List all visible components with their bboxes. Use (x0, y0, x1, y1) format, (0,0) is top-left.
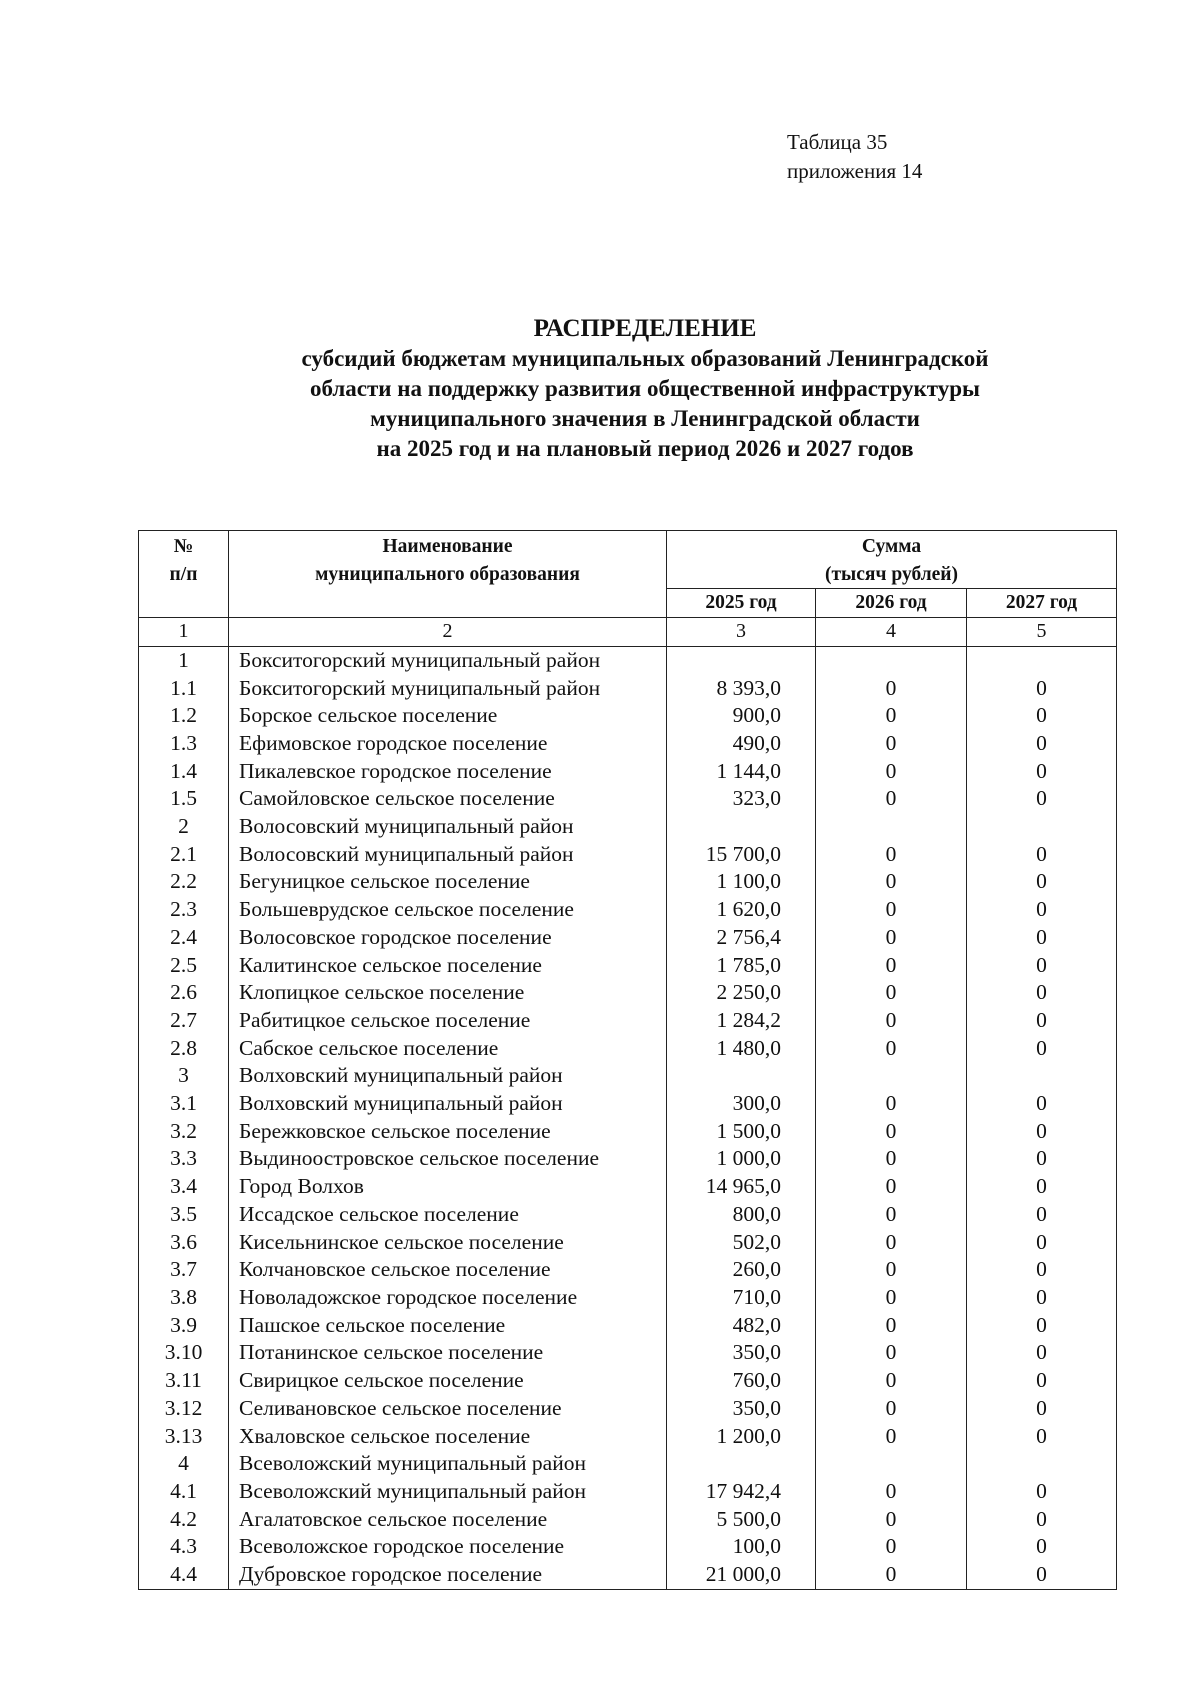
table-row (139, 896, 1117, 924)
row-value-2026: 0 (816, 896, 967, 924)
row-value-2025: 1 144,0 (667, 758, 816, 786)
row-name: Дубровское городское поселение (229, 1561, 667, 1589)
caption-table-number: Таблица 35 (787, 130, 888, 154)
column-number: 3 (667, 618, 816, 647)
row-name: Всеволожский муниципальный район (229, 1478, 667, 1506)
row-name: Бегуницкое сельское поселение (229, 868, 667, 896)
row-value-2027: 0 (967, 1506, 1117, 1534)
table-row (139, 1229, 1117, 1257)
row-value-2026: 0 (816, 1035, 967, 1063)
row-value-2025: 15 700,0 (667, 841, 816, 869)
row-number: 3.2 (139, 1118, 229, 1146)
row-value-2027: 0 (967, 1007, 1117, 1035)
header-number: № п/п (139, 531, 229, 618)
row-value-2026: 0 (816, 841, 967, 869)
row-value-2025: 350,0 (667, 1339, 816, 1367)
row-value-2027 (967, 1450, 1117, 1478)
row-name: Колчановское сельское поселение (229, 1256, 667, 1284)
row-number: 3.1 (139, 1090, 229, 1118)
header-year-2025: 2025 год (667, 589, 816, 618)
subsidy-table (138, 530, 1117, 1590)
row-name: Калитинское сельское поселение (229, 952, 667, 980)
row-value-2025: 760,0 (667, 1367, 816, 1395)
row-name: Новоладожское городское поселение (229, 1284, 667, 1312)
title-line-3: муниципального значения в Ленинградской области (370, 406, 920, 431)
title-line-2: области на поддержку развития общественной инфраструктуры (309, 376, 981, 401)
row-value-2027: 0 (967, 896, 1117, 924)
row-name: Волосовский муниципальный район (229, 841, 667, 869)
row-name: Селивановское сельское поселение (229, 1395, 667, 1423)
row-value-2027: 0 (967, 979, 1117, 1007)
row-name: Волховский муниципальный район (229, 1090, 667, 1118)
table-row (139, 758, 1117, 786)
row-value-2025: 800,0 (667, 1201, 816, 1229)
table-row (139, 646, 1117, 674)
row-value-2027: 0 (967, 868, 1117, 896)
table-row (139, 924, 1117, 952)
row-number: 1.4 (139, 758, 229, 786)
row-value-2025: 1 000,0 (667, 1145, 816, 1173)
row-value-2025: 260,0 (667, 1256, 816, 1284)
row-value-2027: 0 (967, 758, 1117, 786)
row-number: 4.2 (139, 1506, 229, 1534)
table-row (139, 1201, 1117, 1229)
row-value-2027: 0 (967, 1256, 1117, 1284)
row-value-2025: 1 785,0 (667, 952, 816, 980)
row-value-2026: 0 (816, 1395, 967, 1423)
row-value-2026: 0 (816, 952, 967, 980)
table-row (139, 1561, 1117, 1589)
row-number: 3.5 (139, 1201, 229, 1229)
table-row (139, 1367, 1117, 1395)
row-value-2025: 900,0 (667, 702, 816, 730)
row-number: 2.8 (139, 1035, 229, 1063)
row-value-2026: 0 (816, 730, 967, 758)
row-value-2025: 2 756,4 (667, 924, 816, 952)
row-value-2025: 2 250,0 (667, 979, 816, 1007)
row-value-2027: 0 (967, 952, 1117, 980)
row-value-2027: 0 (967, 1229, 1117, 1257)
row-value-2027 (967, 1062, 1117, 1090)
row-value-2026: 0 (816, 1229, 967, 1257)
row-value-2026: 0 (816, 675, 967, 703)
row-name: Ефимовское городское поселение (229, 730, 667, 758)
row-value-2026: 0 (816, 868, 967, 896)
row-value-2025 (667, 1450, 816, 1478)
row-value-2026: 0 (816, 1118, 967, 1146)
title-heading: РАСПРЕДЕЛЕНИЕ (533, 315, 757, 342)
row-value-2026: 0 (816, 1312, 967, 1340)
row-value-2026: 0 (816, 1256, 967, 1284)
table-row (139, 1533, 1117, 1561)
table-row (139, 1256, 1117, 1284)
row-number: 2.2 (139, 868, 229, 896)
table-row (139, 1339, 1117, 1367)
row-value-2026: 0 (816, 1367, 967, 1395)
table-row (139, 813, 1117, 841)
row-value-2025: 300,0 (667, 1090, 816, 1118)
row-number: 3.13 (139, 1423, 229, 1451)
row-number: 3.12 (139, 1395, 229, 1423)
row-name: Самойловское сельское поселение (229, 785, 667, 813)
row-name: Бокситогорский муниципальный район (229, 675, 667, 703)
column-number: 2 (229, 618, 667, 647)
row-value-2027: 0 (967, 1395, 1117, 1423)
row-value-2026: 0 (816, 1090, 967, 1118)
column-number: 4 (816, 618, 967, 647)
row-value-2025: 490,0 (667, 730, 816, 758)
row-value-2027: 0 (967, 1312, 1117, 1340)
row-name: Волосовское городское поселение (229, 924, 667, 952)
row-number: 2.7 (139, 1007, 229, 1035)
row-number: 1.2 (139, 702, 229, 730)
row-number: 1.1 (139, 675, 229, 703)
row-value-2027: 0 (967, 1201, 1117, 1229)
row-value-2027: 0 (967, 1090, 1117, 1118)
row-value-2025: 1 480,0 (667, 1035, 816, 1063)
row-value-2026: 0 (816, 785, 967, 813)
row-value-2025: 1 284,2 (667, 1007, 816, 1035)
table-row (139, 1312, 1117, 1340)
row-value-2025: 710,0 (667, 1284, 816, 1312)
row-value-2026: 0 (816, 1478, 967, 1506)
row-value-2026: 0 (816, 758, 967, 786)
row-value-2025 (667, 813, 816, 841)
table-row (139, 1478, 1117, 1506)
document-title (120, 314, 1170, 464)
row-number: 2.6 (139, 979, 229, 1007)
row-value-2026 (816, 1450, 967, 1478)
row-number: 3.3 (139, 1145, 229, 1173)
header-year-2027: 2027 год (967, 589, 1117, 618)
row-value-2025: 1 100,0 (667, 868, 816, 896)
row-number: 3 (139, 1062, 229, 1090)
row-value-2026: 0 (816, 1506, 967, 1534)
row-value-2026: 0 (816, 1561, 967, 1589)
row-number: 3.7 (139, 1256, 229, 1284)
row-value-2026: 0 (816, 1007, 967, 1035)
row-name: Потанинское сельское поселение (229, 1339, 667, 1367)
row-value-2025: 502,0 (667, 1229, 816, 1257)
row-name: Город Волхов (229, 1173, 667, 1201)
row-value-2026: 0 (816, 1423, 967, 1451)
table-row (139, 1118, 1117, 1146)
row-value-2025 (667, 1062, 816, 1090)
row-value-2025: 1 620,0 (667, 896, 816, 924)
row-value-2025: 1 200,0 (667, 1423, 816, 1451)
row-value-2025: 17 942,4 (667, 1478, 816, 1506)
row-number: 3.11 (139, 1367, 229, 1395)
row-number: 3.8 (139, 1284, 229, 1312)
row-name: Большеврудское сельское поселение (229, 896, 667, 924)
row-name: Всеволожский муниципальный район (229, 1450, 667, 1478)
table-row (139, 675, 1117, 703)
row-number: 1 (139, 646, 229, 674)
row-number: 2 (139, 813, 229, 841)
row-number: 4 (139, 1450, 229, 1478)
row-name: Пашское сельское поселение (229, 1312, 667, 1340)
row-name: Рабитицкое сельское поселение (229, 1007, 667, 1035)
row-value-2027: 0 (967, 1284, 1117, 1312)
column-number: 5 (967, 618, 1117, 647)
row-value-2027: 0 (967, 841, 1117, 869)
table-row (139, 1145, 1117, 1173)
row-value-2027: 0 (967, 702, 1117, 730)
row-value-2026 (816, 646, 967, 674)
table-row (139, 1173, 1117, 1201)
row-value-2025: 21 000,0 (667, 1561, 816, 1589)
table-row (139, 868, 1117, 896)
row-name: Пикалевское городское поселение (229, 758, 667, 786)
row-value-2027: 0 (967, 1533, 1117, 1561)
row-value-2027: 0 (967, 1339, 1117, 1367)
row-name: Свирицкое сельское поселение (229, 1367, 667, 1395)
row-value-2027 (967, 646, 1117, 674)
row-value-2027: 0 (967, 675, 1117, 703)
row-number: 2.1 (139, 841, 229, 869)
row-value-2027: 0 (967, 924, 1117, 952)
title-line-1: субсидий бюджетам муниципальных образований Ленинградской (301, 346, 989, 371)
row-value-2025: 482,0 (667, 1312, 816, 1340)
row-name: Бережковское сельское поселение (229, 1118, 667, 1146)
row-value-2027: 0 (967, 1173, 1117, 1201)
row-value-2026: 0 (816, 1201, 967, 1229)
table-row (139, 1284, 1117, 1312)
row-value-2026: 0 (816, 924, 967, 952)
row-value-2026: 0 (816, 1284, 967, 1312)
row-value-2026 (816, 1062, 967, 1090)
table-row (139, 702, 1117, 730)
row-number: 3.10 (139, 1339, 229, 1367)
title-line-4: на 2025 год и на плановый период 2026 и 2027 годов (376, 436, 914, 461)
row-value-2025: 350,0 (667, 1395, 816, 1423)
table-body (139, 646, 1117, 1589)
row-value-2025: 8 393,0 (667, 675, 816, 703)
row-value-2027: 0 (967, 1367, 1117, 1395)
header-sum: Сумма (тысяч рублей) (667, 531, 1117, 589)
row-number: 4.4 (139, 1561, 229, 1589)
row-value-2025: 5 500,0 (667, 1506, 816, 1534)
row-value-2026 (816, 813, 967, 841)
row-number: 1.3 (139, 730, 229, 758)
table-row (139, 1035, 1117, 1063)
row-name: Всеволожское городское поселение (229, 1533, 667, 1561)
row-name: Выдиноостровское сельское поселение (229, 1145, 667, 1173)
row-value-2027: 0 (967, 730, 1117, 758)
row-name: Сабское сельское поселение (229, 1035, 667, 1063)
table-row (139, 1395, 1117, 1423)
row-value-2026: 0 (816, 702, 967, 730)
row-number: 3.9 (139, 1312, 229, 1340)
header-year-2026: 2026 год (816, 589, 967, 618)
row-value-2025: 14 965,0 (667, 1173, 816, 1201)
row-value-2025: 323,0 (667, 785, 816, 813)
row-value-2025: 1 500,0 (667, 1118, 816, 1146)
row-value-2025: 100,0 (667, 1533, 816, 1561)
row-name: Бокситогорский муниципальный район (229, 646, 667, 674)
caption-appendix: приложения 14 (787, 159, 923, 183)
row-name: Хваловское сельское поселение (229, 1423, 667, 1451)
table-row (139, 841, 1117, 869)
table-row (139, 1090, 1117, 1118)
row-number: 3.4 (139, 1173, 229, 1201)
row-value-2026: 0 (816, 1145, 967, 1173)
row-value-2027: 0 (967, 1145, 1117, 1173)
table-row (139, 785, 1117, 813)
row-number: 2.4 (139, 924, 229, 952)
row-number: 2.5 (139, 952, 229, 980)
row-number: 1.5 (139, 785, 229, 813)
row-value-2027 (967, 813, 1117, 841)
row-name: Клопицкое сельское поселение (229, 979, 667, 1007)
table-row (139, 952, 1117, 980)
row-number: 4.1 (139, 1478, 229, 1506)
row-name: Агалатовское сельское поселение (229, 1506, 667, 1534)
row-name: Волосовский муниципальный район (229, 813, 667, 841)
row-value-2026: 0 (816, 1533, 967, 1561)
row-value-2027: 0 (967, 1035, 1117, 1063)
column-number: 1 (139, 618, 229, 647)
row-value-2027: 0 (967, 1423, 1117, 1451)
table-row (139, 1450, 1117, 1478)
row-number: 3.6 (139, 1229, 229, 1257)
row-value-2026: 0 (816, 1173, 967, 1201)
table-row (139, 979, 1117, 1007)
table-row (139, 1007, 1117, 1035)
table-row (139, 1506, 1117, 1534)
row-number: 4.3 (139, 1533, 229, 1561)
table-caption (787, 128, 922, 186)
row-value-2026: 0 (816, 979, 967, 1007)
row-number: 2.3 (139, 896, 229, 924)
row-value-2027: 0 (967, 1118, 1117, 1146)
table-row (139, 730, 1117, 758)
row-value-2027: 0 (967, 1561, 1117, 1589)
row-value-2027: 0 (967, 1478, 1117, 1506)
header-name: Наименование муниципального образования (229, 531, 667, 618)
row-value-2025 (667, 646, 816, 674)
row-name: Борское сельское поселение (229, 702, 667, 730)
table-row (139, 1062, 1117, 1090)
row-value-2027: 0 (967, 785, 1117, 813)
row-name: Иссадское сельское поселение (229, 1201, 667, 1229)
table-row (139, 1423, 1117, 1451)
row-name: Волховский муниципальный район (229, 1062, 667, 1090)
row-name: Кисельнинское сельское поселение (229, 1229, 667, 1257)
table-header (139, 531, 1117, 647)
row-value-2026: 0 (816, 1339, 967, 1367)
